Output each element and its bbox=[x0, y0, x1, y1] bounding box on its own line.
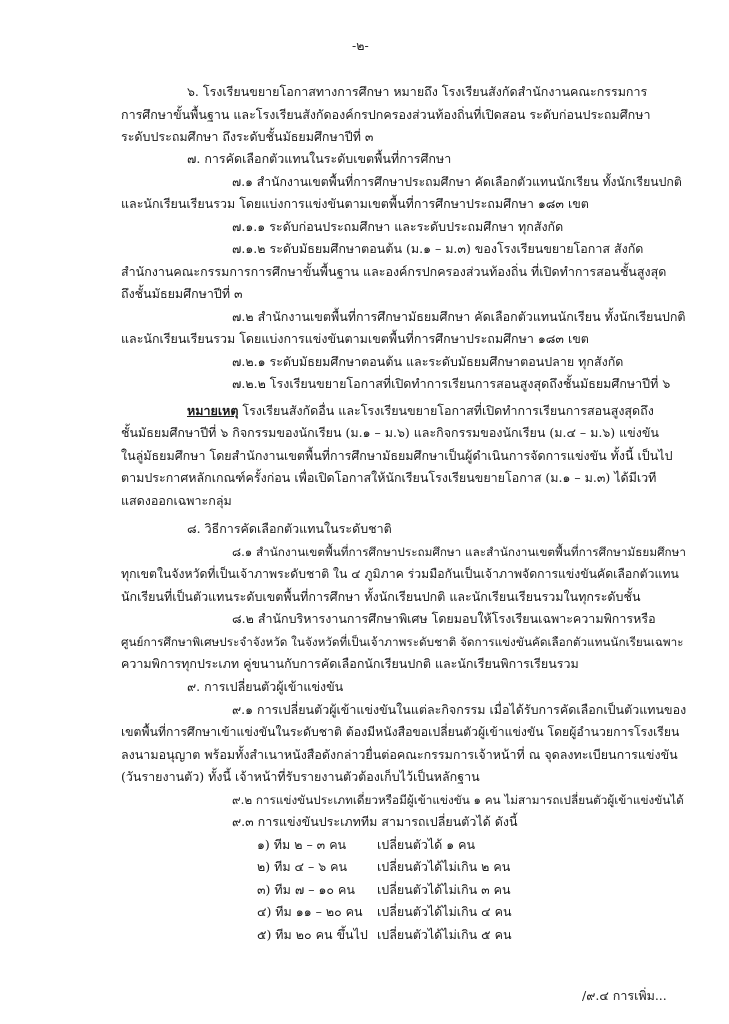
s712-line-3: ถึงชั้นมัธยมศึกษาปีที่ ๓ bbox=[121, 286, 243, 301]
s72-line-1: ๗.๒ สำนักงานเขตพื้นที่การศึกษามัธยมศึกษา คัดเลือกตัวแทนนักเรียน ทั้งนักเรียนปกติ bbox=[232, 309, 686, 324]
s71-line-2: และนักเรียนเรียนรวม โดยแบ่งการแข่งขันตามเขตพื้นที่การศึกษาประถมศึกษา ๑๘๓ เขต bbox=[121, 196, 589, 211]
note-line-3: ในลู่มัธยมศึกษา โดยสำนักงานเขตพื้นที่การศึกษามัธยมศึกษาเป็นผู้ดำเนินการจัดการแข่งขัน ทั้งนี้ เป็นไป bbox=[121, 448, 673, 463]
s6-line-2: การศึกษาขั้นพื้นฐาน และโรงเรียนสังกัดองค์กรปกครองส่วนท้องถิ่นที่เปิดสอน ระดับก่อนประถมศึกษา bbox=[121, 107, 651, 122]
s7-heading: ๗. การคัดเลือกตัวแทนในระดับเขตพื้นที่การศึกษา bbox=[187, 151, 452, 166]
team-size: ๓) ทีม ๗ – ๑๐ คน bbox=[257, 882, 355, 897]
s82-line-1: ๘.๒ สำนักบริหารงานการศึกษาพิเศษ โดยมอบให้โรงเรียนเฉพาะความพิการหรือ bbox=[232, 611, 656, 626]
s6-line-3: ระดับประถมศึกษา ถึงระดับชั้นมัธยมศึกษาปีที่ ๓ bbox=[121, 129, 374, 144]
note-line-1 bbox=[187, 403, 654, 419]
team-size: ๑) ทีม ๒ – ๓ คน bbox=[257, 837, 347, 852]
s712-line-1: ๗.๑.๒ ระดับมัธยมศึกษาตอนต้น (ม.๑ – ม.๓) ของโรงเรียนขยายโอกาส สังกัด bbox=[232, 241, 644, 256]
s82-line-2: ศูนย์การศึกษาพิเศษประจำจังหวัด ในจังหวัดที่เป็นเจ้าภาพระดับชาติ จัดการแข่งขันคัดเลือกตัวแทนนักเรียนเฉพาะ bbox=[121, 635, 684, 649]
team-change: เปลี่ยนตัวได้ไม่เกิน ๕ คน bbox=[377, 927, 512, 942]
s91-line-4: (วันรายงานตัว) ทั้งนี้ เจ้าหน้าที่รับรายงานตัวต้องเก็บไว้เป็นหลักฐาน bbox=[121, 769, 480, 784]
s91-line-1: ๙.๑ การเปลี่ยนตัวผู้เข้าแข่งขันในแต่ละกิจกรรม เมื่อได้รับการคัดเลือกเป็นตัวแทนของ bbox=[232, 702, 687, 717]
page-number: -๒- bbox=[352, 38, 369, 53]
s93-line: ๙.๓ การแข่งขันประเภททีม สามารถเปลี่ยนตัวได้ ดังนี้ bbox=[232, 814, 518, 829]
s72-line-2: และนักเรียนเรียนรวม โดยแบ่งการแข่งขันตามเขตพื้นที่การศึกษาประถมศึกษา ๑๘๓ เขต bbox=[121, 331, 589, 346]
note-line-2: ชั้นมัธยมศึกษาปีที่ ๖ กิจกรรมของนักเรียน (ม.๑ – ม.๖) และกิจกรรมของนักเรียน (ม.๔ – ม.๖) แข่งขัน bbox=[121, 425, 659, 440]
s82-line-3: ความพิการทุกประเภท คู่ขนานกับการคัดเลือกนักเรียนปกติ และนักเรียนพิการเรียนรวม bbox=[121, 656, 579, 671]
team-change: เปลี่ยนตัวได้ไม่เกิน ๔ คน bbox=[377, 904, 512, 919]
s712-line-2: สำนักงานคณะกรรมการการศึกษาขั้นพื้นฐาน และองค์กรปกครองส่วนท้องถิ่น ที่เปิดทำการสอนชั้นสูงสุด bbox=[121, 264, 667, 279]
team-rule-row bbox=[257, 904, 512, 920]
s81-line-2: ทุกเขตในจังหวัดที่เป็นเจ้าภาพระดับชาติ ใน ๔ ภูมิภาค ร่วมมือกันเป็นเจ้าภาพจัดการแข่งขันคัดเลือกตัวแทน bbox=[121, 567, 679, 581]
s81-line-1: ๘.๑ สำนักงานเขตพื้นที่การศึกษาประถมศึกษา และสำนักงานเขตพื้นที่การศึกษามัธยมศึกษา bbox=[232, 545, 686, 559]
team-rule-row bbox=[257, 882, 511, 898]
s8-heading: ๘. วิธีการคัดเลือกตัวแทนในระดับชาติ bbox=[187, 521, 392, 536]
note-label: หมายเหตุ bbox=[187, 403, 239, 418]
team-size: ๔) ทีม ๑๑ – ๒๐ คน bbox=[257, 904, 363, 919]
s91-line-3: ลงนามอนุญาต พร้อมทั้งสำเนาหนังสือดังกล่าวยื่นต่อคณะกรรมการเจ้าหน้าที่ ณ จุดลงทะเบียนการแข่งขัน bbox=[121, 747, 678, 762]
team-change: เปลี่ยนตัวได้ไม่เกิน ๓ คน bbox=[377, 882, 511, 897]
team-size: ๕) ทีม ๒๐ คน ขึ้นไป bbox=[257, 927, 368, 942]
team-rule-row bbox=[257, 837, 475, 853]
team-change: เปลี่ยนตัวได้ไม่เกิน ๒ คน bbox=[377, 859, 511, 874]
s9-heading: ๙. การเปลี่ยนตัวผู้เข้าแข่งขัน bbox=[187, 679, 344, 694]
s711-line: ๗.๑.๑ ระดับก่อนประถมศึกษา และระดับประถมศึกษา ทุกสังกัด bbox=[232, 219, 564, 234]
continuation-note: /๙.๔ การเพิ่ม... bbox=[582, 988, 667, 1003]
note-line-1-text: โรงเรียนสังกัดอื่น และโรงเรียนขยายโอกาสที่เปิดทำการเรียนการสอนสูงสุดถึง bbox=[238, 403, 654, 418]
note-line-4: ตามประกาศหลักเกณฑ์ครั้งก่อน เพื่อเปิดโอกาสให้นักเรียนโรงเรียนขยายโอกาส (ม.๑ – ม.๓) ได้มีเวที bbox=[121, 470, 657, 485]
team-rule-row bbox=[257, 859, 510, 875]
team-change: เปลี่ยนตัวได้ ๑ คน bbox=[377, 837, 476, 852]
s721-line: ๗.๒.๑ ระดับมัธยมศึกษาตอนต้น และระดับมัธยมศึกษาตอนปลาย ทุกสังกัด bbox=[232, 354, 624, 369]
s91-line-2: เขตพื้นที่การศึกษาเข้าแข่งขันในระดับชาติ ต้องมีหนังสือขอเปลี่ยนตัวผู้เข้าแข่งขัน โดยผู้อำนวยการโรงเรียน bbox=[121, 725, 680, 739]
note-line-5: แสดงออกเฉพาะกลุ่ม bbox=[121, 493, 232, 508]
s6-line-1: ๖. โรงเรียนขยายโอกาสทางการศึกษา หมายถึง โรงเรียนสังกัดสำนักงานคณะกรรมการ bbox=[187, 84, 648, 99]
team-rule-row bbox=[257, 927, 512, 943]
team-size: ๒) ทีม ๔ – ๖ คน bbox=[257, 859, 348, 874]
s722-line: ๗.๒.๒ โรงเรียนขยายโอกาสที่เปิดทำการเรียนการสอนสูงสุดถึงชั้นมัธยมศึกษาปีที่ ๖ bbox=[232, 376, 671, 391]
s81-line-3: นักเรียนที่เป็นตัวแทนระดับเขตพื้นที่การศึกษา ทั้งนักเรียนปกติ และนักเรียนเรียนรวมในทุกระดับชั้น bbox=[121, 589, 641, 604]
s92-line: ๙.๒ การแข่งขันประเภทเดี่ยวหรือมีผู้เข้าแข่งขัน ๑ คน ไม่สามารถเปลี่ยนตัวผู้เข้าแข่งขันได้ bbox=[232, 793, 684, 807]
s71-line-1: ๗.๑ สำนักงานเขตพื้นที่การศึกษาประถมศึกษา คัดเลือกตัวแทนนักเรียน ทั้งนักเรียนปกติ bbox=[232, 175, 682, 189]
